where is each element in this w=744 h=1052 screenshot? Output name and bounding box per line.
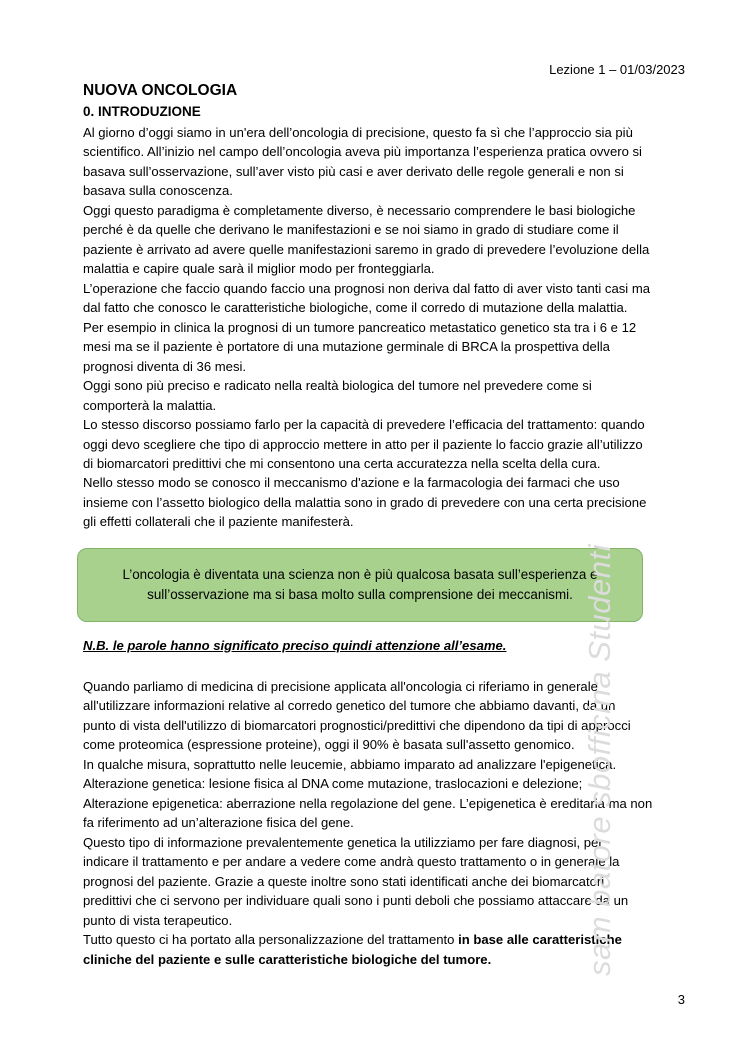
text-line: scientifico. All’inizio nel campo dell’oncologia aveva più importanza l’esperienza pratica ovvero si [83, 144, 642, 160]
text-line: Alterazione genetica: lesione fisica al DNA come mutazione, traslocazioni e delezione; [83, 776, 583, 792]
text-line: L’operazione che faccio quando faccio una prognosi non deriva dal fatto di aver visto tanti casi ma [83, 280, 651, 296]
page-number: 3 [677, 992, 685, 1007]
section-title: 0. INTRODUZIONE [83, 104, 201, 119]
text-line: gli effetti collaterali che il paziente manifesterà. [83, 514, 354, 530]
closing-emphasis: cliniche del paziente e sulle caratteristiche biologiche del tumore. [83, 951, 492, 967]
text-line: basava sulla conoscenza. [83, 183, 233, 199]
text-line: punto di vista dell'utilizzo di biomarcatori prognostici/predittivi che dipendono da tipi di approcci [83, 717, 631, 733]
text-line: Lo stesso discorso possiamo farlo per la capacità di prevedere l’efficacia del trattamento: quando [83, 417, 645, 433]
text-line: di biomarcatori predittivi che mi consentono una certa accuratezza nella scelta della cura. [83, 455, 601, 471]
watermark-text: sam batore sbofficina Studenti [582, 543, 617, 977]
document-title: NUOVA ONCOLOGIA [83, 82, 238, 99]
text-line: indicare il trattamento e per andare a vedere come andrà questo trattamento o in generale la [83, 854, 620, 870]
text-line: Per esempio in clinica la prognosi di un tumore pancreatico metastatico genetico sta tra i 6 e 12 [83, 319, 637, 335]
text-line: Alterazione epigenetica: aberrazione nella regolazione del gene. L’epigenetica è ereditaria ma non [83, 795, 653, 811]
text-line: perché è da quelle che derivano le manifestazioni e se noi siamo in grado di studiare come il [83, 222, 619, 238]
text-line: all'utilizzare informazioni relative al corredo genetico del tumore che abbiamo davanti, da un [83, 698, 616, 714]
text-line: prognosi diventa di 36 mesi. [83, 358, 247, 374]
text-line: In qualche misura, soprattutto nelle leucemie, abbiamo imparato ad analizzare l'epigenetica. [83, 756, 617, 772]
callout-line: L’oncologia è diventata una scienza non è più qualcosa basata sull’esperienza e [122, 567, 598, 582]
text-line: Quando parliamo di medicina di precisione applicata all'oncologia ci riferiamo in generale [83, 679, 598, 694]
text-line: Al giorno d’oggi siamo in un'era dell’oncologia di precisione, questo fa sì che l’approccio sia più [83, 125, 633, 140]
text-line: malattia e capire quale sarà il miglior modo per fronteggiarla. [83, 261, 435, 277]
text-line: mesi ma se il paziente è portatore di una mutazione germinale di BRCA la prospettiva della [83, 339, 610, 355]
text-line: predittivi che ci servono per individuare quali sono i punti deboli che possiamo attaccare da un [83, 893, 629, 909]
closing-emphasis: in base alle caratteristiche [458, 932, 622, 948]
text-line: dal fatto che conosco le caratteristiche biologiche, come il corredo di mutazione della malattia. [83, 300, 628, 316]
intro-paragraphs [83, 123, 685, 532]
text-line: come proteomica (espressione proteine), oggi il 90% è basata sull'assetto genomico. [83, 737, 575, 753]
nb-note: N.B. le parole hanno significato preciso quindi attenzione all’esame. [83, 638, 507, 653]
callout-line: sull’osservazione ma si basa molto sulla comprensione dei meccanismi. [147, 587, 573, 602]
text-line: Oggi sono più preciso e radicato nella realtà biologica del tumore nel prevedere come si [83, 378, 592, 394]
text-line: fa riferimento ad un’alterazione fisica del gene. [83, 815, 354, 831]
text-line: punto di vista terapeutico. [83, 912, 233, 928]
lesson-date: Lezione 1 – 01/03/2023 [549, 62, 685, 77]
text-line: prognosi del paziente. Grazie a queste inoltre sono stati identificati anche dei biomarcatori [83, 873, 605, 889]
key-concept-callout [77, 548, 643, 622]
text-line: Oggi questo paradigma è completamente diverso, è necessario comprendere le basi biologiche [83, 202, 636, 218]
text-line: paziente è arrivato ad avere quelle manifestazioni saremo in grado di prevedere l’evoluzione della [83, 241, 650, 257]
text-line: Questo tipo di informazione prevalentemente genetica la utilizziamo per fare diagnosi, per [83, 834, 603, 850]
text-line: comporterà la malattia. [83, 397, 217, 413]
closing-text: Tutto questo ci ha portato alla personalizzazione del trattamento [83, 932, 459, 948]
text-line: insieme con l’assetto biologico della malattia sono in grado di prevedere con una certa precisione [83, 494, 647, 510]
text-line: Nello stesso modo se conosco il meccanismo d'azione e la farmacologia dei farmaci che uso [83, 475, 620, 491]
text-line: oggi devo scegliere che tipo di approccio mettere in atto per il paziente lo faccio grazie all’utilizzo [83, 436, 643, 452]
text-line: basava sull’osservazione, sull’aver visto più casi e aver derivato delle regole generali e non si [83, 163, 624, 179]
